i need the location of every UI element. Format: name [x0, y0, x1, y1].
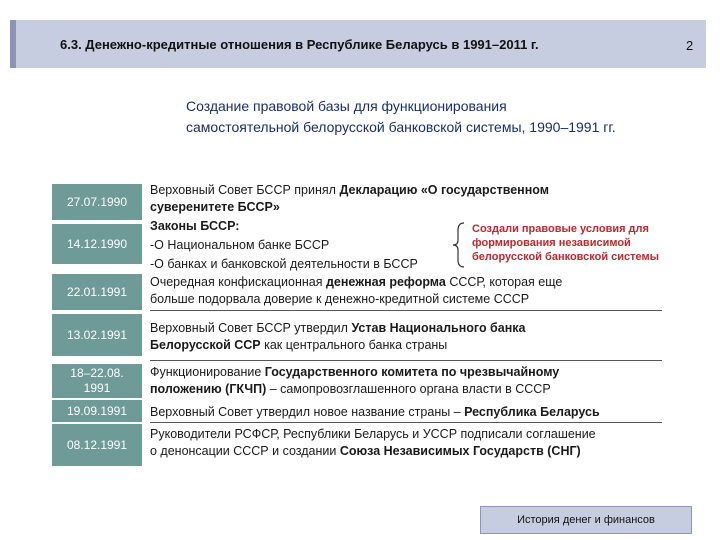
footer-label: История денег и финансов: [480, 506, 692, 534]
event-emphasis: Республика Беларусь: [464, 405, 600, 419]
slide-title: 6.3. Денежно-кредитные отношения в Республике Беларусь в 1991–2011 г.: [60, 37, 539, 52]
subtitle-line-2: самостоятельной белорусской банковской системы, 1990–1991 гг.: [186, 119, 616, 135]
date-box: 19.09.1991: [52, 400, 142, 422]
event-emphasis: Законы БССР:: [150, 219, 240, 233]
event-text: [150, 337, 447, 354]
event-text-part: – самопровозглашенного органа власти в СССР: [266, 382, 551, 396]
date-box: 18–22.08. 1991: [52, 364, 142, 398]
event-emphasis: положению (ГКЧП): [150, 382, 267, 396]
note-line: Создали правовые условия для: [472, 223, 649, 235]
event-text: [150, 443, 581, 460]
subtitle-line-1: Создание правовой базы для функционирования: [186, 98, 507, 114]
divider: [150, 360, 662, 361]
note-line: белорусской банковской системы: [472, 251, 660, 263]
date-box: 27.07.1990: [52, 184, 142, 220]
event-text-part: Верховный Совет БССР принял: [150, 183, 340, 197]
event-text-part: Верховный Совет утвердил новое название страны –: [150, 405, 465, 419]
date-box: 14.12.1990: [52, 224, 142, 264]
event-text-part: Очередная конфискационная: [150, 275, 326, 289]
event-text: больше подорвала доверие к денежно-кредитной системе СССР: [150, 292, 530, 306]
event-text: [150, 320, 526, 337]
event-text: [150, 274, 562, 291]
event-text: -О банках и банковской деятельности в БССР: [150, 257, 418, 271]
event-text-part: о денонсации СССР и создании: [150, 444, 340, 458]
event-text: [150, 364, 559, 381]
section-subtitle: [186, 96, 706, 138]
slide-header: [10, 20, 706, 68]
note-line: формирования независимой: [472, 237, 631, 249]
event-text: [150, 218, 239, 235]
event-text-part: Верховный Совет БССР утвердил: [150, 321, 352, 335]
event-text-part: Функционирование: [150, 365, 265, 379]
brace-icon: [452, 222, 466, 268]
event-text-part: СССР, которая еще: [445, 275, 563, 289]
date-box: 13.02.1991: [52, 314, 142, 356]
divider: [150, 422, 662, 423]
event-text: [150, 381, 551, 398]
event-text: [150, 199, 280, 216]
event-emphasis: суверенитете БССР»: [150, 200, 280, 214]
event-emphasis: денежная реформа: [325, 275, 446, 289]
event-emphasis: Государственного комитета по чрезвычайному: [264, 365, 560, 379]
event-emphasis: Устав Национального банка: [351, 321, 526, 335]
event-text: -О Национальном банке БССР: [150, 238, 330, 252]
event-emphasis: Декларацию «О государственном: [339, 183, 549, 197]
event-text-part: как центрального банка страны: [260, 338, 448, 352]
legal-note: [472, 222, 684, 264]
event-emphasis: Союза Независимых Государств (СНГ): [339, 444, 581, 458]
event-text: [150, 182, 549, 199]
date-box: 08.12.1991: [52, 424, 142, 466]
event-emphasis: Белорусской ССР: [150, 338, 261, 352]
page-number: 2: [686, 38, 694, 53]
event-text: Руководители РСФСР, Республики Беларусь и УССР подписали соглашение: [150, 427, 596, 441]
event-text: [150, 404, 600, 421]
divider: [150, 310, 662, 311]
date-box: 22.01.1991: [52, 274, 142, 310]
